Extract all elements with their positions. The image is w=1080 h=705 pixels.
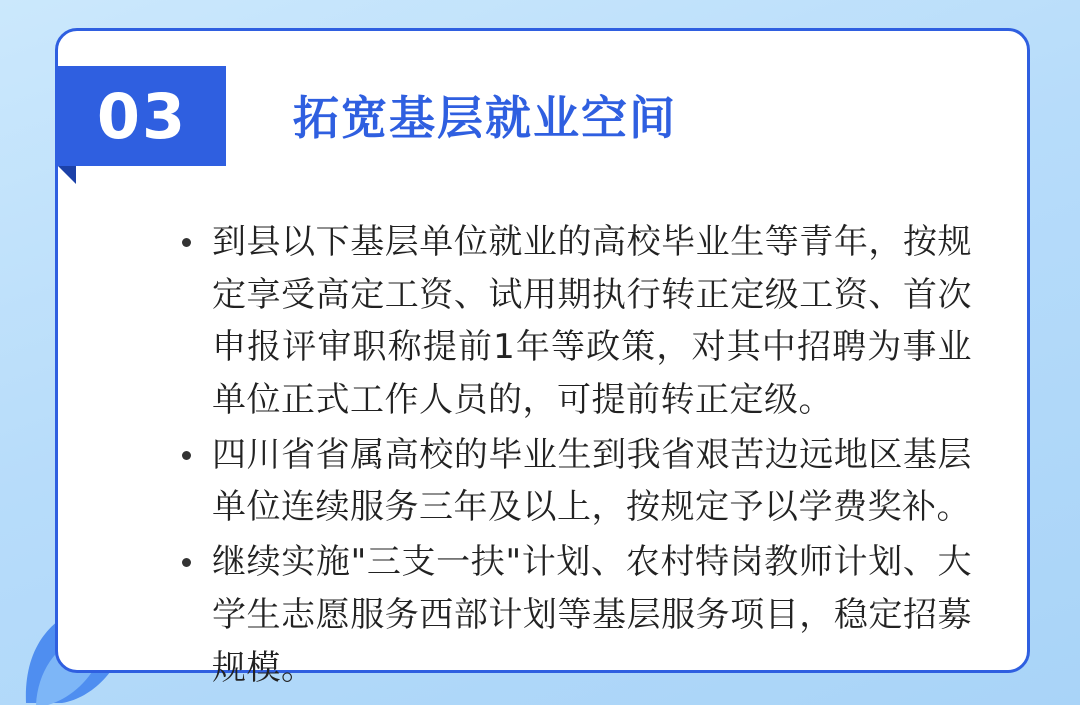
list-item [176, 216, 972, 427]
section-number-badge: 03 [58, 66, 226, 166]
list-item-text: 四川省省属高校的毕业生到我省艰苦边远地区基层单位连续服务三年及以上，按规定予以学费奖补。 [212, 434, 972, 528]
list-item [176, 536, 972, 694]
bullet-dot-icon [182, 238, 191, 247]
list-item [176, 429, 972, 534]
list-item-text: 继续实施"三支一扶"计划、农村特岗教师计划、大学生志愿服务西部计划等基层服务项目，稳定招募规模。 [212, 542, 972, 688]
page-title: 拓宽基层就业空间 [293, 91, 677, 145]
bullet-dot-icon [182, 451, 191, 460]
list-item-text: 到县以下基层单位就业的高校毕业生等青年，按规定享受高定工资、试用期执行转正定级工资、首次申报评审职称提前1年等政策，对其中招聘为事业单位正式工作人员的，可提前转正定级。 [212, 222, 972, 421]
policy-bullet-list [176, 216, 972, 696]
badge-notch [58, 166, 76, 184]
content-card [55, 28, 1030, 688]
bullet-dot-icon [182, 558, 191, 567]
